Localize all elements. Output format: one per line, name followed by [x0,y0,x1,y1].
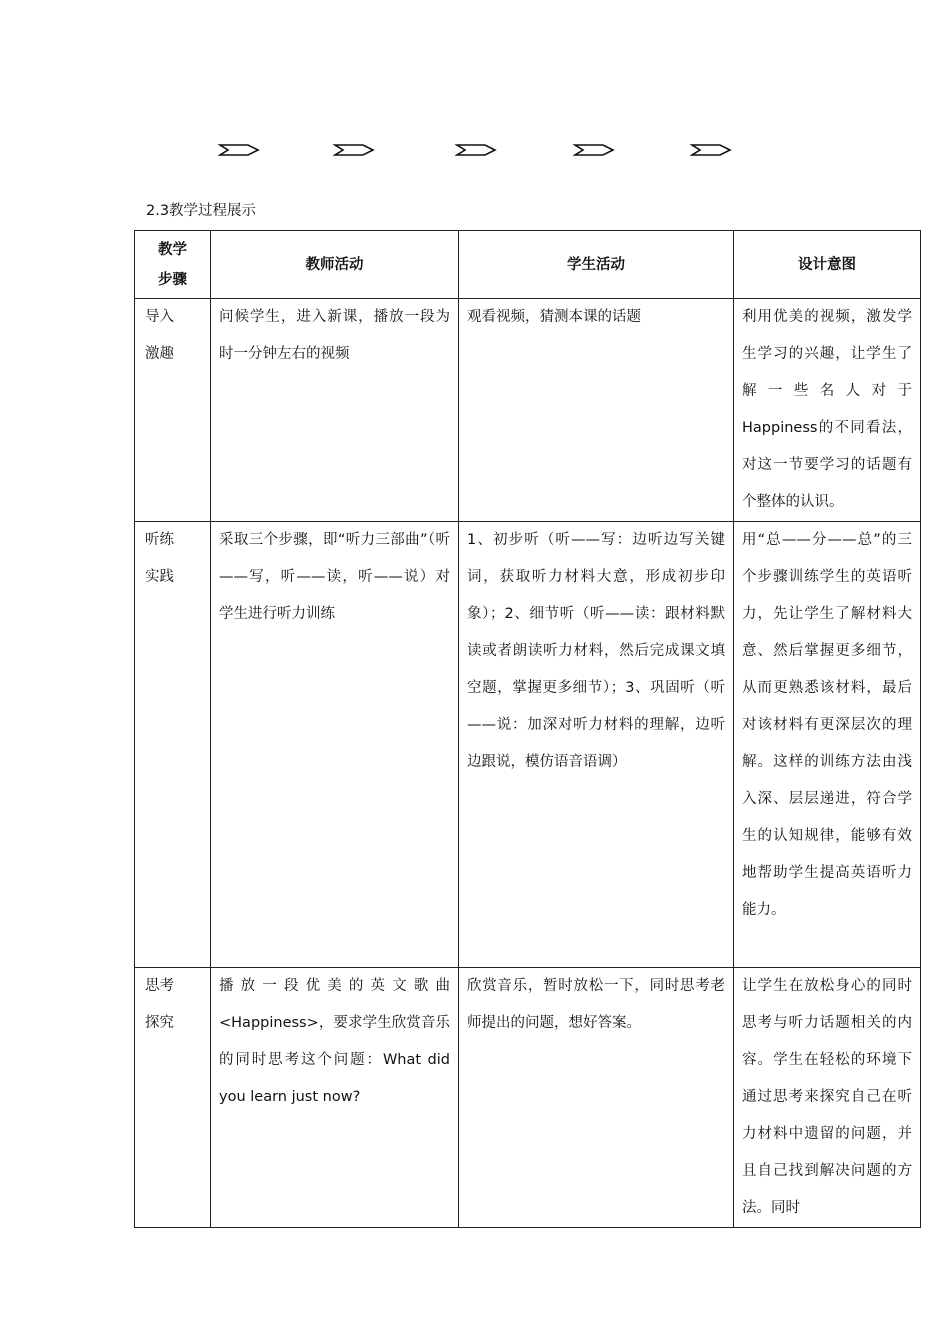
student-activity-cell: 1、初步听（听——写：边听边写关键词，获取听力材料大意，形成初步印象）；2、细节听（听——读：跟材料默读或者朗读听力材料，然后完成课文填空题，掌握更多细节）；3、巩固听（听——说：加深对听力材料的理解，边听边跟说，模仿语音语调） [459,522,734,968]
header-design-intent: 设计意图 [734,231,921,299]
arrow-icon [218,141,260,159]
arrow-icon [455,141,497,159]
design-intent-cell: 让学生在放松身心的同时思考与听力话题相关的内容。学生在轻松的环境下通过思考来探究自己在听力材料中遗留的问题，并且自己找到解决问题的方法。同时 [734,968,921,1228]
step-cell: 听练 实践 [135,522,211,968]
table-row [135,299,921,522]
table-row [135,968,921,1228]
section-title: 2.3教学过程展示 [146,203,257,219]
table-row [135,522,921,968]
step-cell: 思考 探究 [135,968,211,1228]
header-teacher-activity: 教师活动 [211,231,459,299]
teacher-activity-cell: 采取三个步骤，即“听力三部曲”（听——写，听——读，听——说）对学生进行听力训练 [211,522,459,968]
header-student-activity: 学生活动 [459,231,734,299]
step-cell: 导入 激趣 [135,299,211,522]
arrow-row [0,141,950,161]
arrow-icon [690,141,732,159]
arrow-icon [573,141,615,159]
header-step: 教学 步骤 [135,231,211,299]
teaching-process-table [134,230,921,1228]
teacher-activity-cell: 问候学生，进入新课，播放一段为时一分钟左右的视频 [211,299,459,522]
arrow-icon [333,141,375,159]
student-activity-cell: 欣赏音乐，暂时放松一下，同时思考老师提出的问题，想好答案。 [459,968,734,1228]
design-intent-cell: 用“总——分——总”的三个步骤训练学生的英语听力，先让学生了解材料大意、然后掌握更多细节，从而更熟悉该材料，最后对该材料有更深层次的理解。这样的训练方法由浅入深、层层递进，符合学生的认知规律，能够有效地帮助学生提高英语听力能力。 [734,522,921,968]
student-activity-cell: 观看视频，猜测本课的话题 [459,299,734,522]
teacher-activity-cell: 播放一段优美的英文歌曲<Happiness>，要求学生欣赏音乐的同时思考这个问题：What did you learn just now? [211,968,459,1228]
table-header-row [135,231,921,299]
design-intent-cell: 利用优美的视频，激发学生学习的兴趣，让学生了解一些名人对于Happiness的不同看法，对这一节要学习的话题有个整体的认识。 [734,299,921,522]
